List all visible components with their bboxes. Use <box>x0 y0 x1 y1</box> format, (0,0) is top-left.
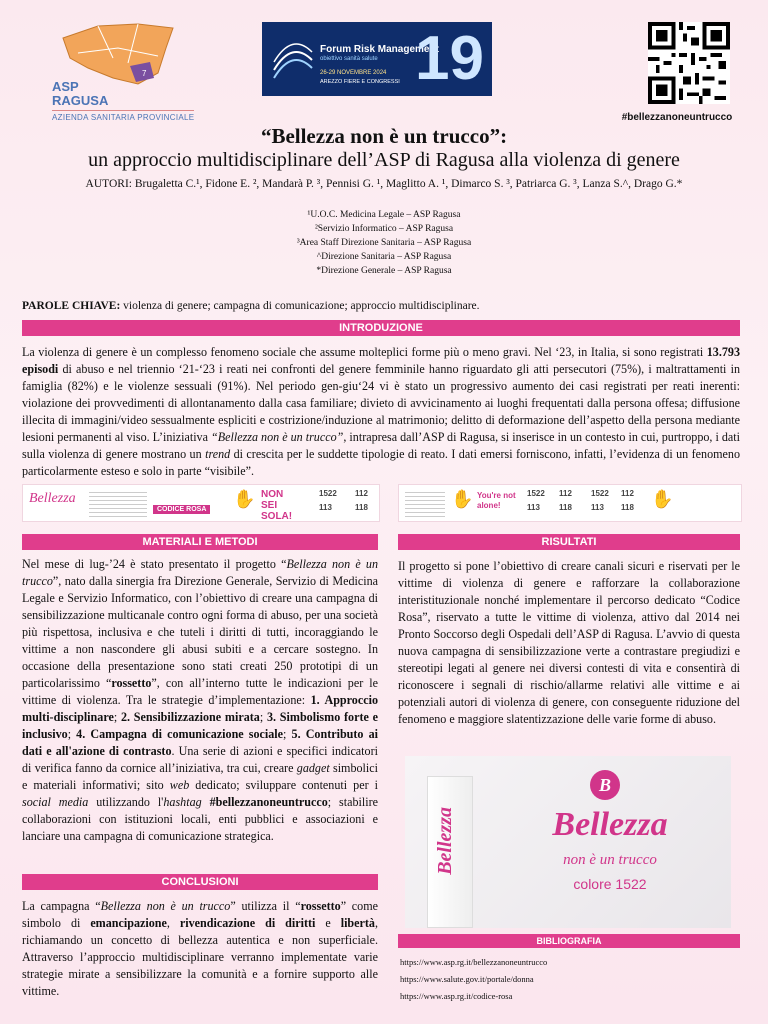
banner-number: 112 <box>355 489 368 498</box>
section-header-bibliography: BIBLIOGRAFIA <box>398 934 740 948</box>
hands-icon: ✋ <box>233 489 256 509</box>
forum-edition-number: 19 <box>415 24 484 93</box>
banner-number: 118 <box>355 503 368 512</box>
lipstick-campaign-image <box>405 756 731 928</box>
forum-subtitle: obiettivo sanità salute <box>320 56 378 62</box>
banner-number: 1522 <box>591 489 609 498</box>
section-header-conclusions: CONCLUSIONI <box>22 874 378 890</box>
authors-line: AUTORI: Brugaletta C.¹, Fidone E. ², Mandarà P. ³, Pennisi G. ¹, Maglitto A. ¹, Dimarco S. ³, Patriarca G. ³, Lanza S.^, Drago G.* <box>85 178 683 190</box>
banner-codice-rosa: CODICE ROSA <box>153 505 210 514</box>
poster-subtitle: un approccio multidisciplinare dell’ASP di Ragusa alla violenza di genere <box>88 149 680 171</box>
lipstick-box <box>427 776 473 928</box>
banner-fine-print <box>89 489 147 517</box>
affiliation-item: ^Direzione Sanitaria – ASP Ragusa <box>316 252 452 262</box>
banner-number: 113 <box>591 503 604 512</box>
banner-number: 118 <box>621 503 634 512</box>
banner-number: 1522 <box>527 489 545 498</box>
banner-fine-print <box>405 489 445 517</box>
banner-number: 118 <box>559 503 572 512</box>
affiliation-item: ²Servizio Informatico – ASP Ragusa <box>314 224 454 234</box>
keywords-label: PAROLE CHIAVE: <box>22 300 121 312</box>
banner-number: 113 <box>319 503 332 512</box>
forum-risk-management-logo <box>262 22 492 96</box>
results-text: Il progetto si pone l’obiettivo di creare canali sicuri e riservati per le vittime di violenza di genere e rafforzare la collaborazione interistituzionale nonché implementare il percorso dedicato “Codice Rosa”, riservato a tutte le vittime di violenza, attivo dal 2014 nei Pronto Soccorso degli Ospedali dell’ASP di Ragusa. L’avvio di questa nuova campagna di sensibilizzazione verte a contrastare pregiudizi e stereotipi legati al genere nei diversi contesti di vita e consentirà di riconoscere i segnali di rischio/allarme relativi alle vittime e ai potenziali autori di violenza di genere, con conseguente riduzione del fenomeno e maggiore slatentizzazione delle varie forme di abuso. <box>398 559 740 726</box>
forum-place: AREZZO FIERE E CONGRESSI <box>320 79 400 85</box>
bibliography-list <box>400 954 740 1005</box>
sicily-map-icon <box>58 18 178 88</box>
banner-non-sei-sola: NON SEI SOLA! <box>261 489 293 522</box>
asp-ragusa-logo <box>48 18 193 123</box>
hands-icon: ✋ <box>651 489 674 509</box>
image-colore: colore 1522 <box>573 876 647 892</box>
keywords-text: violenza di genere; campagna di comunicazione; approccio multidisciplinare. <box>120 300 480 312</box>
image-brand: Bellezza <box>552 806 668 843</box>
forum-title: Forum Risk Management <box>320 44 439 55</box>
conclusions-text: La campagna “Bellezza non è un trucco” utilizza il “rossetto” come simbolo di emancipazione, rivendicazione di diritti e libertà, richiamando un concetto di bellezza autentica e non superficiale. Attraverso l’approccio multidisciplinare verranno implementate varie strategie mirate a sensibilizzare la comunità e a fornire supporto alle vittime. <box>22 899 378 998</box>
affiliation-item: *Direzione Generale – ASP Ragusa <box>316 266 452 276</box>
banner-number: 1522 <box>319 489 337 498</box>
forum-dates: 26-29 NOVEMBRE 2024 <box>320 70 387 76</box>
qr-code-icon[interactable] <box>648 22 730 104</box>
poster-title: “Bellezza non è un trucco”: <box>260 124 508 148</box>
methods-text: Nel mese di lug-’24 è stato presentato il progetto “Bellezza non è un trucco”, nato dalla sinergia fra Direzione Generale, Servizio di Medicina Legale e Servizio Informatico, con l’obiettivo di creare una campagna di sensibilizzazione multicanale contro ogni forma di abuso, per una società più rispettosa, inclusiva e che tuteli i diritti di tutti, incoraggiando le vittime a non nascondere gli abusi subiti e a cercare sostegno. In occasione della presentazione sono stati creati 250 prototipi di un particolarissimo “rossetto”, con all’interno tutte le indicazioni per le vittime di violenza. Tra le strategie d’implementazione: 1. Approccio multi-disciplinare; 2. Sensibilizzazione mirata; 3. Simbolismo forte e inclusivo; 4. Campagna di comunicazione sociale; 5. Contributo ai dati e all'azione di contrasto. Una serie di azioni e specifici indicatori di verifica fanno da cornice all’iniziativa, tra cui, creare gadget simbolici e materiali informativi; sito web dedicato; sviluppare contenuti per i social media utilizzando l'hashtag #bellezzanoneuntrucco; stabilire collaborazioni con istituzioni locali, enti pubblici e associazioni e lanciare una campagna di comunicazione strategica. <box>22 557 379 843</box>
campaign-banner-left <box>22 484 380 522</box>
section-header-intro: INTRODUZIONE <box>22 320 740 336</box>
hands-icon: ✋ <box>451 489 474 509</box>
bibliography-link[interactable]: https://www.asp.rg.it/codice-rosa <box>400 991 513 1001</box>
campaign-banner-right <box>398 484 742 522</box>
image-tagline: non è un trucco <box>563 852 657 868</box>
banner-number: 112 <box>559 489 572 498</box>
hashtag-label: #bellezzanoneuntrucco <box>621 112 733 123</box>
bibliography-link[interactable]: https://www.salute.gov.it/portale/donna <box>400 974 534 984</box>
banner-number: 113 <box>527 503 540 512</box>
banner-youre-not-alone: You're not alone! <box>477 491 516 510</box>
asp-subtitle: AZIENDA SANITARIA PROVINCIALE <box>52 110 194 122</box>
section-header-methods: MATERIALI E METODI <box>22 534 378 550</box>
intro-text: La violenza di genere è un complesso fenomeno sociale che assume molteplici forme più o meno gravi. Nel ‘23, in Italia, si sono registrati 13.793 episodi di abuso e nel triennio ‘21-‘23 i reati nei confronti del genere femminile hanno riguardato gli atti persecutori (75%), i maltrattamenti in famiglia (82%) e le violenze sessuali (91%). Nel periodo gen-giu‘24 vi è stato un progressivo aumento dei casi registrati per reati inerenti: violazione dei provvedimenti di allontanamento dalla casa familiare; divieto di avvicinamento ai luoghi frequentati dalla persona offesa; diffusione illecita di immagini/video sessualmente espliciti e costrizione/induzione al matrimonio; delitto di deformazione dell’aspetto della persona mediante lesioni permanenti al viso. L’iniziativa “Bellezza non è un trucco”, intrapresa dall’ASP di Ragusa, si inserisce in un contesto in cui, purtroppo, i dati sulla violenza di genere mostrano un trend di crescita per le suddette tipologie di reato. I dati emersi forniscono, infatti, l’evidenza di un fenomeno particolarmente esteso e solo in parte “visibile”. <box>22 345 740 478</box>
forum-wave-icon <box>270 30 316 88</box>
affiliation-item: ³Area Staff Direzione Sanitaria – ASP Ragusa <box>296 238 472 248</box>
keywords <box>22 300 480 312</box>
banner-number: 112 <box>621 489 634 498</box>
affiliations <box>0 208 768 278</box>
lipstick-box-brand: Bellezza <box>434 807 456 875</box>
brand-badge-icon: B <box>590 770 620 800</box>
affiliation-item: ¹U.O.C. Medicina Legale – ASP Ragusa <box>307 210 461 220</box>
bibliography-link[interactable]: https://www.asp.rg.it/bellezzanoneuntrucco <box>400 957 548 967</box>
svg-text:7: 7 <box>142 69 147 78</box>
section-header-results: RISULTATI <box>398 534 740 550</box>
banner-brand: Bellezza <box>29 491 76 506</box>
asp-name: ASP RAGUSA <box>52 79 109 108</box>
